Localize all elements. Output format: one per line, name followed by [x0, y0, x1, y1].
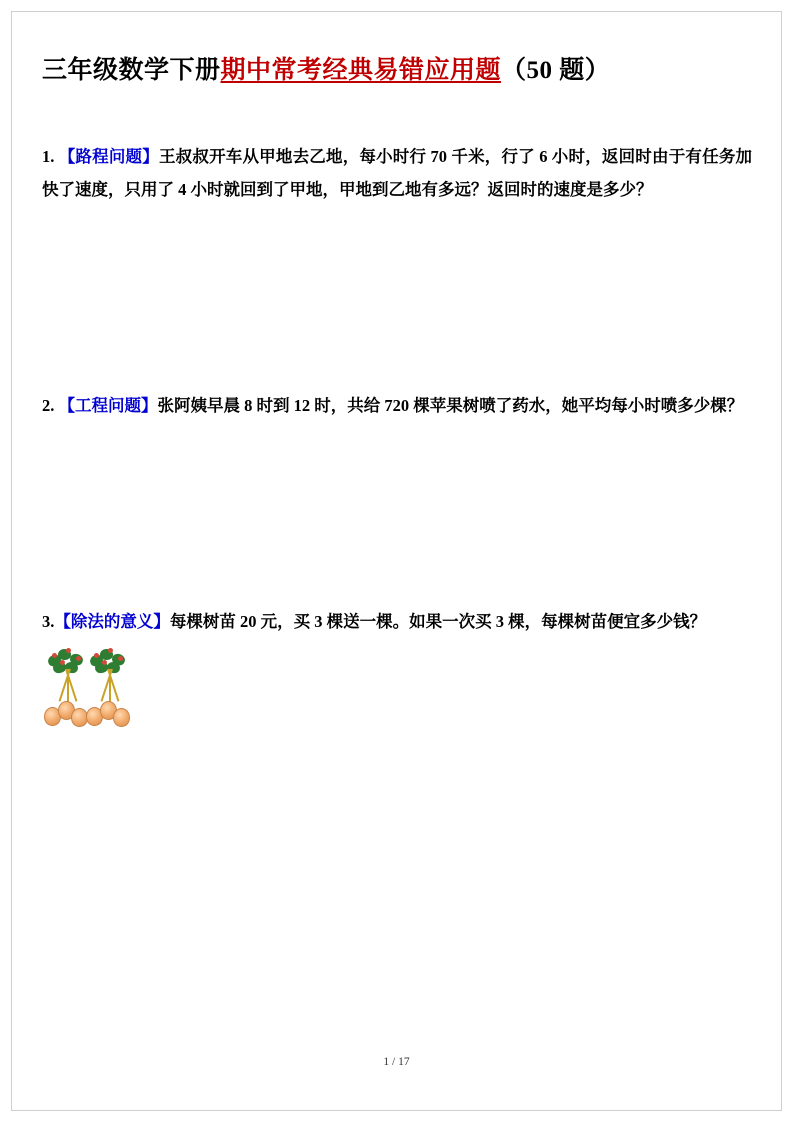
title-suffix: （50 题） [501, 57, 611, 84]
page-number: 1 / 17 [383, 1056, 410, 1068]
problem-item [42, 389, 752, 423]
problem-item [42, 605, 752, 639]
document-content [42, 52, 752, 729]
problem-tag: 【工程问题】 [58, 396, 158, 416]
problem-text: 每棵树苗 20 元，买 3 棵送一棵。如果一次买 3 棵，每棵树苗便宜多少钱？ [169, 611, 707, 631]
problem-text: 王叔叔开车从甲地去乙地，每小时行 70 千米，行了 6 小时，返回时由于有任务加快了速度，只用了 4 小时就回到了甲地，甲地到乙地有多远？返回时的速度是多少？ [42, 146, 753, 200]
title-prefix: 三年级数学下册 [42, 57, 221, 84]
problem-number: 1. [42, 146, 55, 166]
problem-text: 张阿姨早晨 8 时到 12 时，共给 720 棵苹果树喷了药水，她平均每小时喷多少棵？ [157, 396, 744, 416]
tree-graphic [86, 647, 132, 729]
tree-graphic [44, 647, 90, 729]
fruit-tree-illustration [44, 647, 144, 729]
problem-number: 2. [42, 396, 55, 416]
bulbs-group [86, 699, 132, 729]
problem-item [42, 140, 752, 208]
problem-number: 3. [42, 611, 55, 631]
problem-tag: 【除法的意义】 [54, 611, 170, 631]
problem-tag: 【路程问题】 [58, 146, 159, 166]
title-highlight: 期中常考经典易错应用题 [220, 57, 502, 84]
page-title [42, 52, 752, 90]
bulbs-group [44, 699, 90, 729]
